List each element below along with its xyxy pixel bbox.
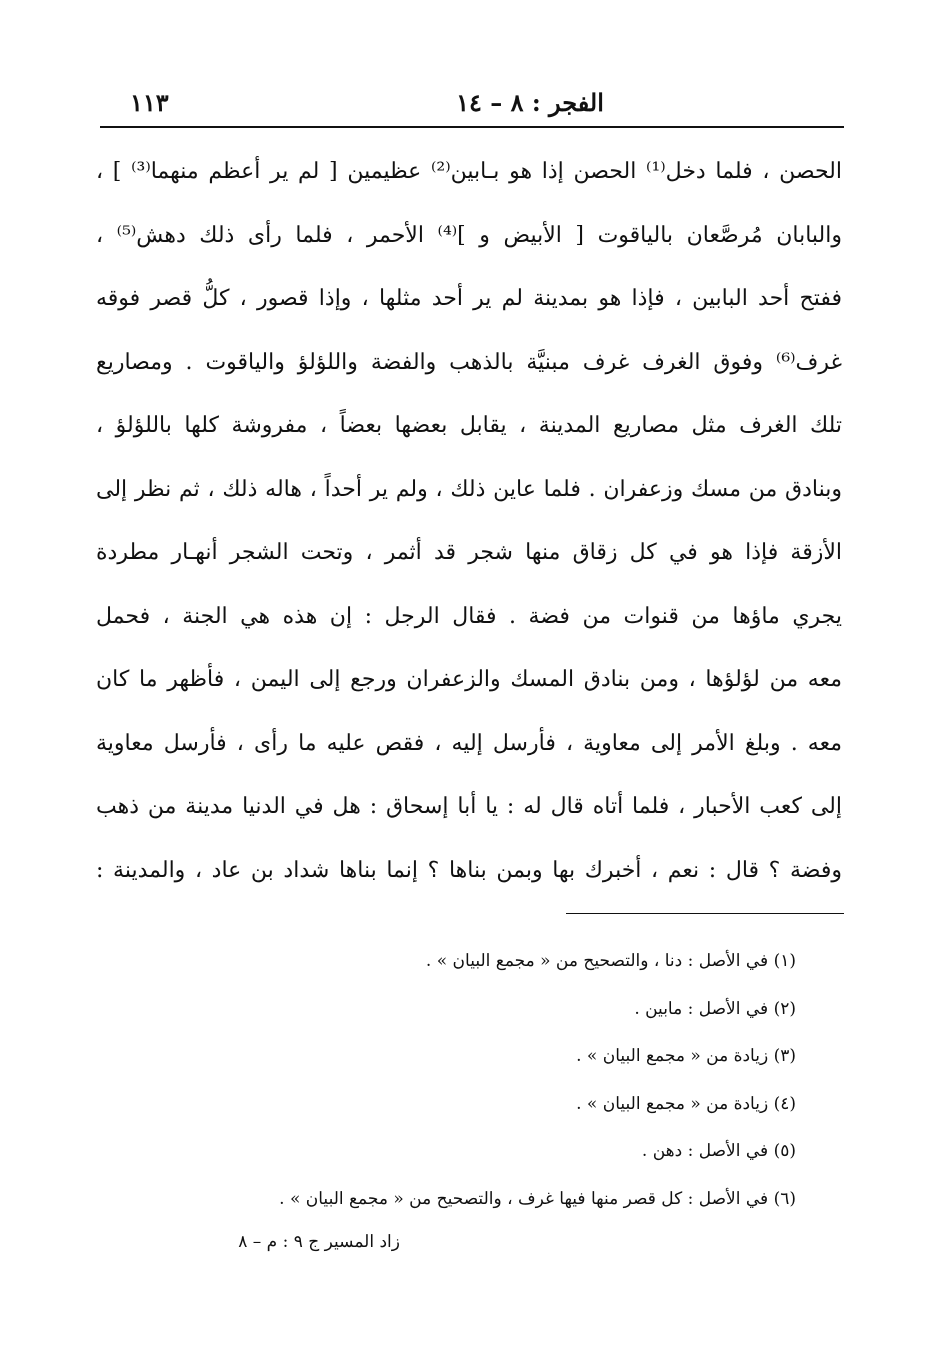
footnote: (٥) في الأصل : دهن . [641,1141,796,1162]
footnote: (٢) في الأصل : مابين . [634,998,796,1019]
text-line: إلى كعب الأحبار ، فلما أتاه قال له : يا أبا إسحاق : هل في الدنيا مدينة من ذهب [96,794,842,819]
footnote: (٦) في الأصل : كل قصر منها فيها غرف ، والتصحيح من « مجمع البيان » . [279,1188,796,1209]
footnote-rule [566,913,844,914]
footnote: (٣) زيادة من « مجمع البيان » . [576,1046,796,1067]
text-line: والبابان مُرصَّعان بالياقوت [ الأبيض و ]⁽⁴⁾ الأحمر ، فلما رأى ذلك دهش⁽⁵⁾ ، [96,222,842,248]
text-line: ففتح أحد البابين ، فإذا هو بمدينة لم ير أحد مثلها ، وإذا قصور ، كلُّ قصر فوقه [96,286,842,311]
header-rule [100,126,844,128]
page-header [100,82,842,122]
footnote: (١) في الأصل : دنا ، والتصحيح من « مجمع البيان » . [425,951,796,971]
text-line: الحصن ، فلما دخل⁽¹⁾ الحصن إذا هو بـابين⁽²⁾ عظيمين [ لم ير أعظم منهما⁽³⁾ ] ، [96,159,842,184]
text-line: معه . وبلغ الأمر إلى معاوية ، فأرسل إليه ، فقص عليه ما رأى ، فأرسل معاوية [96,730,842,756]
text-line: تلك الغرف مثل مصاريع المدينة ، يقابل بعضها بعضاً ، مفروشة كلها باللؤلؤ ، [96,413,842,438]
footnotes [156,938,796,1224]
text-line: وبنادق من مسك وزعفران . فلما عاين ذلك ، ولم ير أحداً ، هاله ذلك ، ثم نظر إلى [96,476,842,502]
printer-signature: زاد المسير ج ٩ : م – ٨ [238,1232,400,1252]
text-line: معه من لؤلؤها ، ومن بنادق المسك والزعفران ورجع إلى اليمن ، فأظهر ما كان [96,667,842,692]
text-line: الأزقة فإذا هو في كل زقاق منها شجر قد أثمر ، وتحت الشجر أنهـار مطردة [96,540,842,565]
text-line: غرف⁽⁶⁾ وفوق الغرف غرف مبنيَّة بالذهب والفضة واللؤلؤ والياقوت . ومصاريع [96,349,842,375]
page-number: ١١٣ [130,88,169,117]
text-line: يجري ماؤها من قنوات من فضة . فقال الرجل : إن هذه هي الجنة ، فحمل [96,603,842,629]
footnote: (٤) زيادة من « مجمع البيان » . [576,1093,796,1114]
text-line: وفضة ؟ قال : نعم ، أخبرك بها وبمن بناها ؟ إنما بناها شداد بن عاد ، والمدينة : [96,857,842,883]
running-title: الفجر : ٨ – ١٤ [456,88,604,117]
main-text [96,140,842,902]
